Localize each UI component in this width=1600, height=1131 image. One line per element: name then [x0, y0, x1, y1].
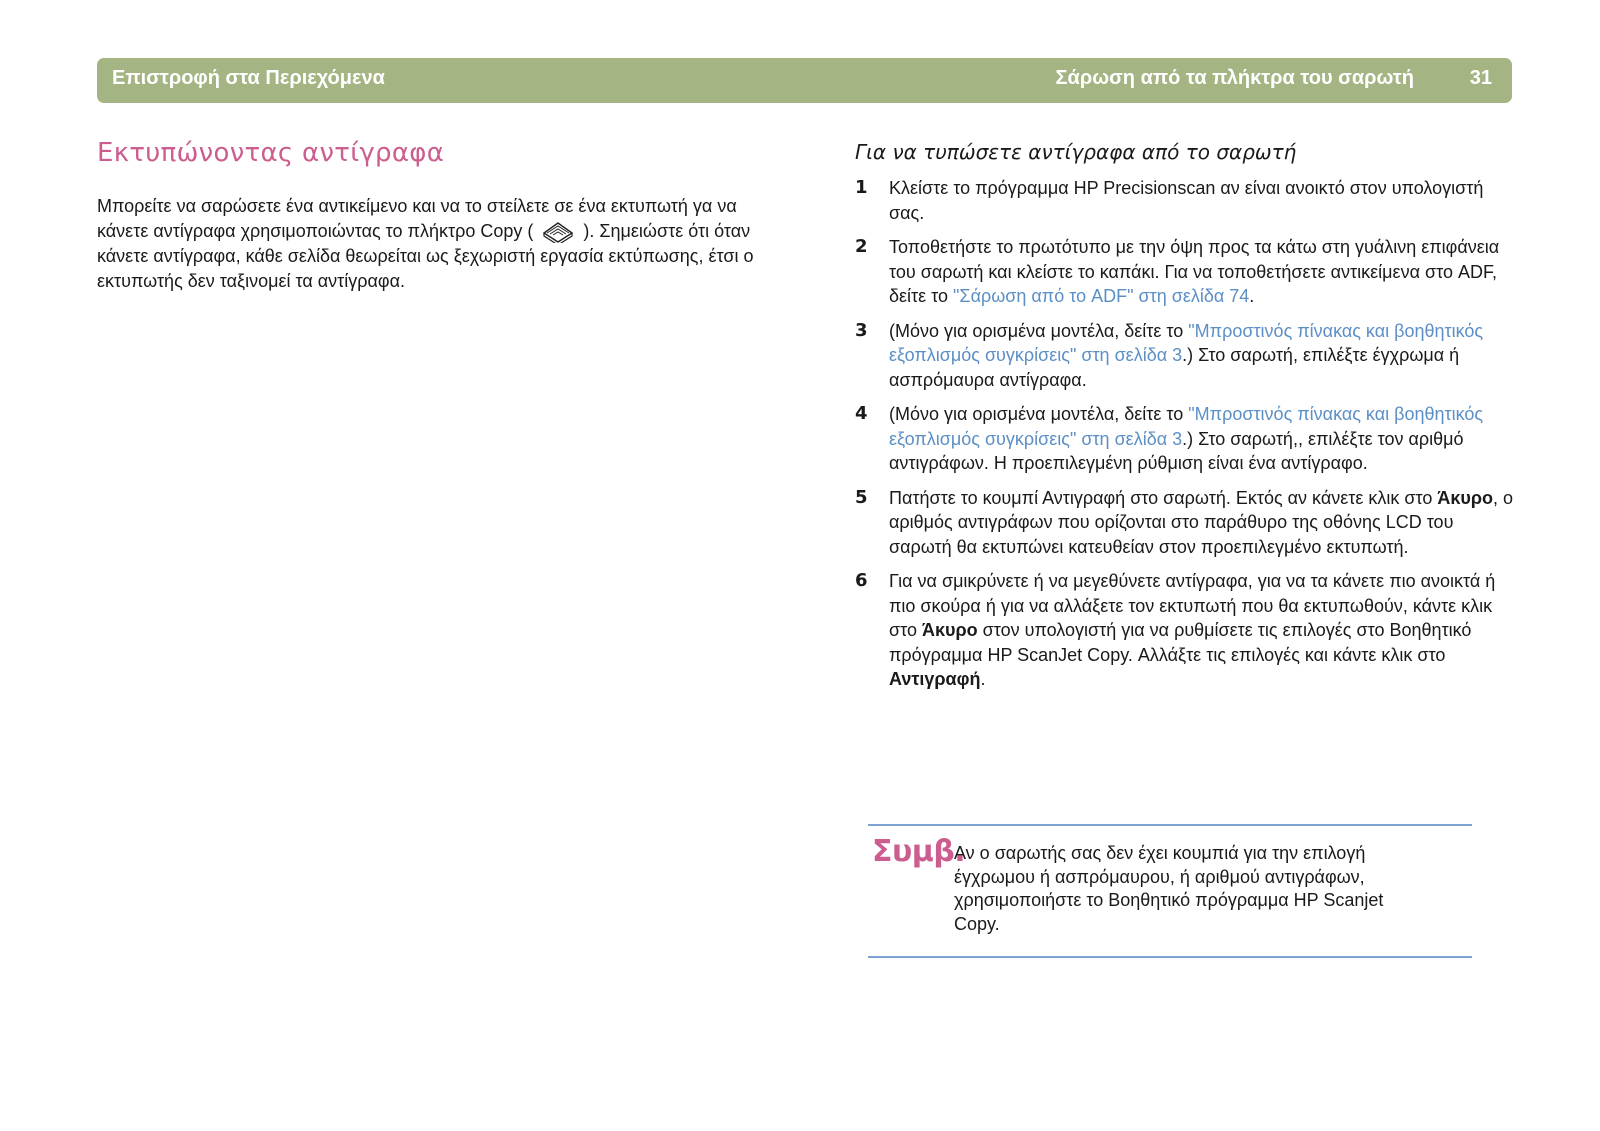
procedure-title: Για να τυπώσετε αντίγραφα από το σαρωτή [855, 140, 1297, 164]
intro-text-start: Μπορείτε να σαρώσετε ένα αντικείμενο και να το στείλετε σε ένα εκτυπωτή γα να κάνετε αντίγραφα χρησιμοποιώντας το πλήκτρο Copy ( [97, 196, 737, 241]
step-1 [855, 176, 1515, 225]
step-number: 6 [855, 570, 868, 591]
step-5 [855, 486, 1515, 560]
section-title: Εκτυπώνοντας αντίγραφα [97, 138, 445, 168]
step-number: 5 [855, 486, 868, 508]
step-text-end: .) Στο σαρωτή, επιλέξτε έγχρωμα ή ασπρόμαυρα αντίγραφα. [889, 345, 1460, 390]
front-panel-comparison-link[interactable]: "Μπροστινός πίνακας και βοηθητικός εξοπλισμός συγκρίσεις" στη σελίδα 3 [889, 320, 1484, 365]
page-number: 31 [1469, 67, 1492, 89]
step-4 [855, 402, 1515, 476]
cancel-term: Άκυρο [921, 620, 978, 640]
note-text: Αν ο σαρωτής σας δεν έχει κουμπιά για την επιλογή έγχρωμου ή ασπρόμαυρου, ή αριθμού αντιγράφων, χρησιμοποιήστε το Βοηθητικό πρόγραμμα HP Scanjet Copy. [954, 843, 1384, 934]
step-text: Για να σμικρύνετε ή να μεγεθύνετε αντίγραφα, για να τα κάνετε πιο ανοικτά ή πιο σκούρα ή για να αλλάξετε τον εκτυπωτή που θα εκτυπωθούν, κάντε κλικ στο [889, 571, 1496, 640]
step-3 [855, 319, 1515, 393]
front-panel-comparison-link[interactable]: "Μπροστινός πίνακας και βοηθητικός εξοπλισμός συγκρίσεις" στη σελίδα 3 [889, 404, 1484, 449]
step-2 [855, 235, 1515, 309]
intro-paragraph [97, 194, 757, 294]
step-text-end: . [980, 669, 986, 689]
step-number: 3 [855, 319, 868, 341]
step-text-middle: στον υπολογιστή για να ρυθμίσετε τις επιλογές στο Βοηθητικό πρόγραμμα HP ScanJet Copy. Αλλάξτε τις επιλογές και κάντε κλικ στο [889, 620, 1472, 665]
step-number: 2 [855, 236, 868, 257]
step-text: (Μόνο για ορισμένα μοντέλα, δείτε το [889, 404, 1189, 424]
steps-list [855, 176, 1515, 702]
step-text-end: , ο αριθμός αντιγράφων που ορίζονται στο παράθυρο της οθόνης LCD του σαρωτή θα εκτυπώνει κατευθείαν στον προεπιλεγμένο εκτυπωτή. [889, 487, 1514, 557]
step-text: (Μόνο για ορισμένα μοντέλα, δείτε το [889, 320, 1189, 341]
step-6 [855, 569, 1515, 692]
step-text-end: .) Στο σαρωτή,, επιλέξτε τον αριθμό αντιγράφων. Η προεπιλεγμένη ρύθμιση είναι ένα αντίγραφο. [889, 428, 1464, 473]
cancel-term: Άκυρο [1437, 487, 1494, 508]
step-text-end: . [1249, 286, 1255, 306]
header-bar [97, 58, 1512, 103]
copy-term: Αντιγραφή [889, 669, 981, 689]
adf-scanning-link[interactable]: "Σάρωση από το ADF" στη σελίδα 74 [953, 286, 1250, 306]
back-to-contents-link[interactable]: Επιστροφή στα Περιεχόμενα [112, 67, 385, 89]
step-number: 1 [855, 177, 868, 198]
step-number: 4 [855, 403, 868, 424]
step-text: Πατήστε το κουμπί Αντιγραφή στο σαρωτή. Εκτός αν κάνετε κλικ στο [889, 487, 1438, 508]
step-text: Κλείστε το πρόγραμμα HP Precisionscan αν είναι ανοικτό στον υπολογιστή σας. [889, 178, 1484, 223]
intro-text-end: ). Σημειώστε ότι όταν κάνετε αντίγραφα, κάθε σελίδα θεωρείται ως ξεχωριστή εργασία εκτύπωσης, έτσι ο εκτυπωτής δεν ταξινομεί τα αντίγραφα. [97, 221, 754, 291]
note-box [868, 824, 1472, 958]
chapter-title: Σάρωση από τα πλήκτρα του σαρωτή [1055, 67, 1414, 89]
step-text: Τοποθετήστε το πρωτότυπο με την όψη προς τα κάτω στη γυάλινη επιφάνεια του σαρωτή και κλείστε το καπάκι. Για να τοποθετήσετε αντικείμενα στο ADF, δείτε το [889, 237, 1500, 306]
note-label: Συμβ. [872, 834, 966, 869]
copy-button-icon [538, 219, 578, 243]
